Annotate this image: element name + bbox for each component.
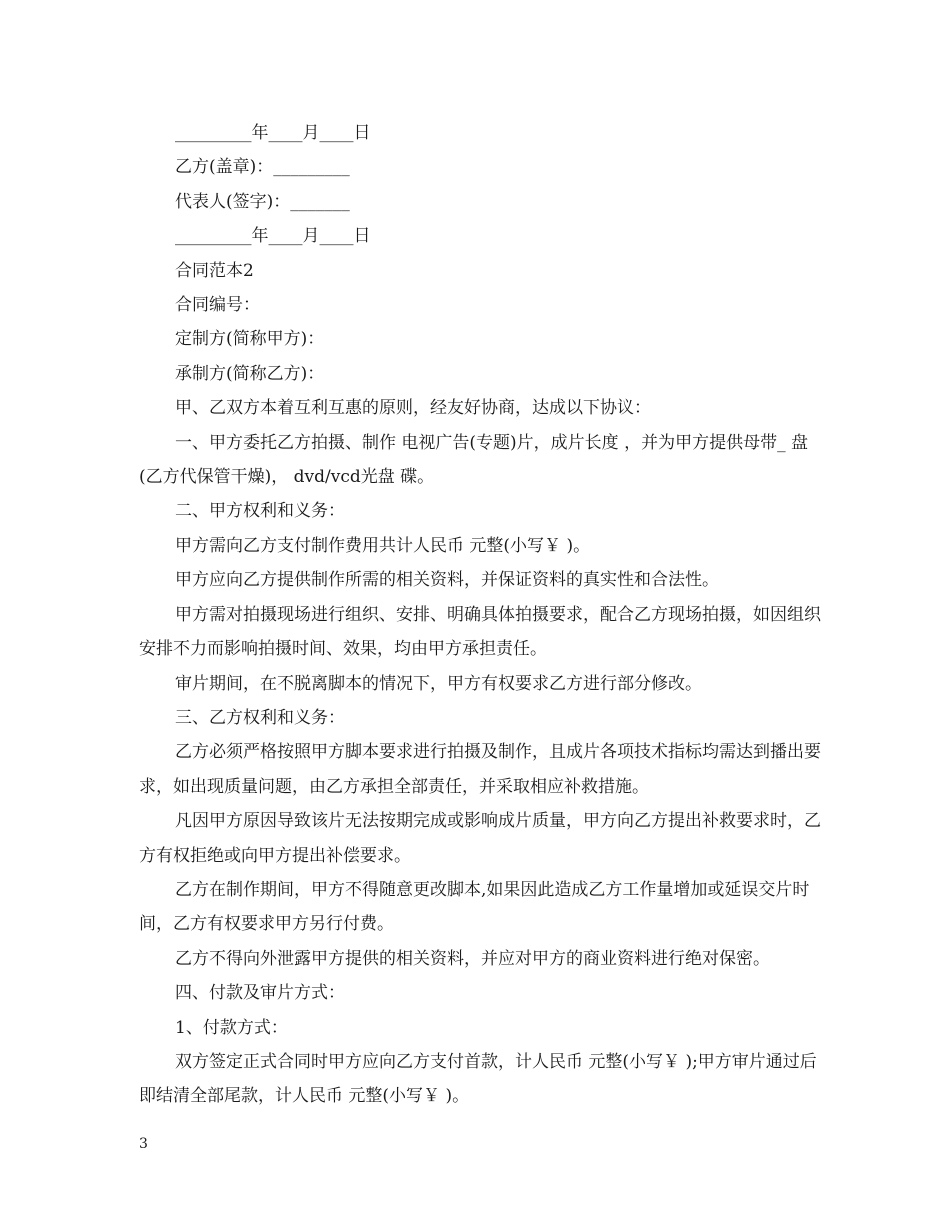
clause-paragraph: 双方签定正式合同时甲方应向乙方支付首款，计人民币 元整(小写￥ );甲方审片通过后即结清全部尾款，计人民币 元整(小写￥ )。 <box>139 1051 817 1107</box>
contract-number-line: 合同编号： <box>175 295 260 316</box>
clause-paragraph: 乙方不得向外泄露甲方提供的相关资料，并应对甲方的商业资料进行绝对保密。 <box>175 948 770 969</box>
section-heading-payment: 四、付款及审片方式： <box>175 983 345 1004</box>
party-b-seal-line: 乙方(盖章)：_________ <box>175 157 350 178</box>
section-heading-party-b: 三、乙方权利和义务： <box>175 707 345 728</box>
clause-paragraph: 甲方应向乙方提供制作所需的相关资料，并保证资料的真实性和合法性。 <box>175 570 719 591</box>
agreement-intro: 甲、乙双方本着互利互惠的原则，经友好协商，达成以下协议： <box>175 398 651 419</box>
party-a-line: 定制方(简称甲方)： <box>175 329 325 350</box>
document-body <box>139 116 823 1114</box>
clause-paragraph: 甲方需向乙方支付制作费用共计人民币 元整(小写￥ )。 <box>175 535 591 556</box>
date-line: _________年____月____日 <box>175 123 371 143</box>
clause-paragraph: 甲方需对拍摄现场进行组织、安排、明确具体拍摄要求，配合乙方现场拍摄，如因组织安排不力而影响拍摄时间、效果，均由甲方承担责任。 <box>139 604 821 660</box>
clause-one: 一、甲方委托乙方拍摄、制作 电视广告(专题)片，成片长度 ，并为甲方提供母带_ 盘(乙方代保管干燥)， dvd/vcd光盘 碟。 <box>139 432 808 488</box>
section-heading-party-a: 二、甲方权利和义务： <box>175 501 345 522</box>
clause-paragraph: 乙方必须严格按照甲方脚本要求进行拍摄及制作，且成片各项技术指标均需达到播出要求，如出现质量问题，由乙方承担全部责任，并采取相应补救措施。 <box>139 742 821 797</box>
subsection-heading: 1、付款方式： <box>175 1017 288 1038</box>
clause-paragraph: 审片期间，在不脱离脚本的情况下，甲方有权要求乙方进行部分修改。 <box>175 673 702 694</box>
clause-paragraph: 凡因甲方原因导致该片无法按期完成或影响成片质量，甲方向乙方提出补救要求时，乙方有权拒绝或向甲方提出补偿要求。 <box>139 811 821 866</box>
representative-signature-line: 代表人(签字)：_______ <box>175 191 350 212</box>
contract-template-title: 合同范本2 <box>175 260 254 281</box>
clause-paragraph: 乙方在制作期间，甲方不得随意更改脚本,如果因此造成乙方工作量增加或延误交片时间，乙方有权要求甲方另行付费。 <box>139 879 810 935</box>
date-line: _________年____月____日 <box>175 226 371 247</box>
page-number: 3 <box>139 1136 148 1152</box>
party-b-line: 承制方(简称乙方)： <box>175 363 325 384</box>
